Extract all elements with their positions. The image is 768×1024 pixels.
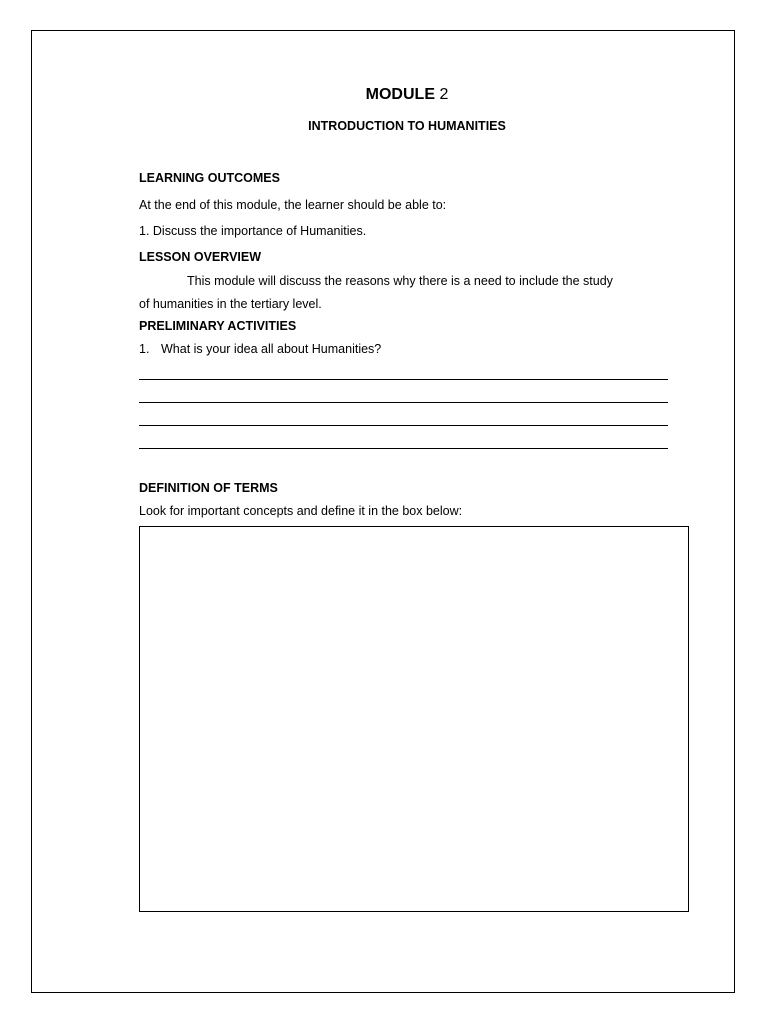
lesson-overview-heading: LESSON OVERVIEW xyxy=(139,250,262,264)
learning-outcomes-intro: At the end of this module, the learner should be able to: xyxy=(139,198,447,212)
definition-instruction: Look for important concepts and define it in the box below: xyxy=(139,504,463,518)
definition-of-terms-heading: DEFINITION OF TERMS xyxy=(139,481,278,495)
answer-line[interactable] xyxy=(139,425,668,426)
question-number: 1. xyxy=(139,342,150,356)
module-title-word: MODULE xyxy=(365,86,435,103)
module-subtitle: INTRODUCTION TO HUMANITIES xyxy=(308,119,506,133)
definition-answer-box[interactable] xyxy=(139,526,689,912)
learning-outcomes-heading: LEARNING OUTCOMES xyxy=(139,171,280,185)
learning-outcome-item: 1. Discuss the importance of Humanities. xyxy=(139,224,367,238)
preliminary-activities-heading: PRELIMINARY ACTIVITIES xyxy=(139,319,297,333)
lesson-overview-line-2: of humanities in the tertiary level. xyxy=(139,297,322,311)
module-title-number: 2 xyxy=(439,86,449,103)
answer-line[interactable] xyxy=(139,448,668,449)
module-title xyxy=(0,86,768,104)
preliminary-question xyxy=(139,342,381,356)
answer-line[interactable] xyxy=(139,402,668,403)
answer-line[interactable] xyxy=(139,379,668,380)
question-text: What is your idea all about Humanities? xyxy=(161,342,382,356)
lesson-overview-line-1: This module will discuss the reasons why there is a need to include the study xyxy=(187,274,613,288)
